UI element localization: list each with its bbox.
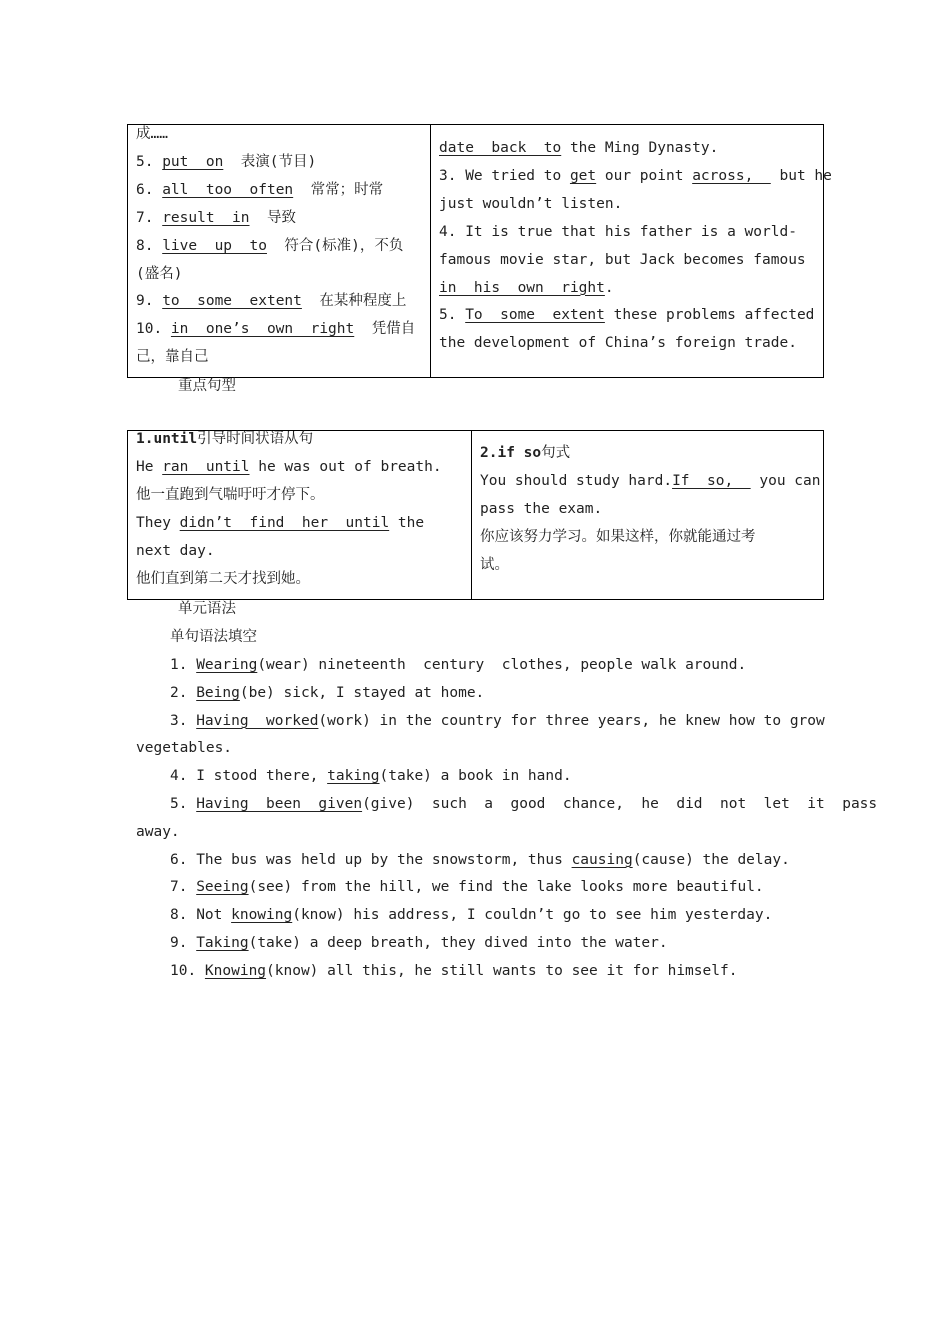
exercise-line [136,818,180,846]
answer-blank: Being [196,684,240,701]
phrase-line [136,260,182,288]
answer-blank: To some extent [465,307,605,324]
answer-blank: causing [571,851,633,868]
pattern-line [480,523,756,551]
text-segment: (盛名) [136,265,183,282]
pattern-line [136,425,313,453]
text-segment: 在某种程度上 [301,293,407,310]
text-segment: 2. [170,684,197,701]
text-segment: 8. [136,237,163,254]
phrase-line [136,120,168,148]
phrase-line [136,287,406,315]
text-segment: 3. [170,712,197,729]
text-segment: 9. [136,293,163,310]
phrase-line [136,176,383,204]
text-segment: 6. The bus was held up by the snowstorm, thus [170,851,572,868]
text-segment: (work) in the country for three years, he knew how to grow [318,712,825,729]
answer-blank: taking [327,768,380,785]
answer-blank: in his own right [439,279,605,296]
text-segment: 句式 [541,445,571,461]
text-segment: 4. It is true that his father is a world- [439,223,797,240]
text-segment: (wear) nineteenth century clothes, people walk around. [257,657,747,673]
exercise-line [136,734,232,762]
text-segment: 你应该努力学习。如果这样，你就能通过考 [480,528,756,545]
text-segment: 他们直到第二天才找到她。 [136,570,310,587]
text-segment: 7. [170,879,197,896]
section-grammar: 单元语法 [178,601,236,617]
text-segment: 7. [136,209,163,226]
pattern-heading: 1.until [136,431,198,447]
answer-blank: all too often [162,181,294,198]
answer-blank: knowing [231,907,293,924]
text-segment: 3. We tried to [439,167,570,184]
example-line [439,329,797,357]
pattern-line [136,565,310,593]
text-segment: vegetables. [136,740,233,757]
answer-blank: in one’s own right [170,321,355,338]
exercise-line [170,901,772,929]
phrase-line [136,315,415,343]
text-segment: 5. [136,153,163,170]
answer-blank: If so, [672,472,751,489]
exercise-line [170,679,484,707]
text-segment: our point [596,167,693,184]
answer-blank: didn’t find her until [179,514,390,531]
text-segment: but he [770,167,832,184]
phrase-line [136,148,316,176]
text-segment: these problems affected [604,307,815,324]
answer-blank: to some extent [162,293,302,310]
text-segment: (see) from the hill, we find the lake looks more beautiful. [248,879,764,896]
text-segment: 8. Not [170,907,232,924]
answer-blank: Wearing [196,657,258,673]
answer-blank: Knowing [204,962,267,979]
text-segment: 试。 [480,556,509,573]
example-line [439,246,806,274]
text-segment: away. [136,823,180,840]
example-line [439,301,814,329]
text-segment: 符合(标准)，不负 [266,237,404,254]
answer-blank: Taking [196,935,249,951]
text-segment: 常常；时常 [293,181,384,198]
text-segment: famous movie star, but Jack becomes famous [439,251,806,268]
pattern-line [136,481,325,509]
answer-blank: Having worked [196,712,319,729]
text-segment: 引导时间状语从句 [197,431,314,447]
answer-blank: Having been given [196,796,363,812]
example-line [439,190,622,218]
answer-blank: ran until [162,458,250,475]
text-segment: 凭借自 [354,321,416,338]
text-segment: (cause) the delay. [632,851,790,868]
phrases-table-divider [430,124,431,378]
phrase-line [136,343,209,371]
example-line [439,218,797,246]
text-segment: 10. [136,321,171,338]
answer-blank: across, [692,167,771,184]
answer-blank: date back to [439,140,562,156]
sentence-patterns-divider [471,430,472,600]
text-segment: the development of China’s foreign trade. [439,335,797,352]
text-segment: 9. [170,935,197,951]
text-segment: (know) all this, he still wants to see it for himself. [266,962,738,979]
text-segment: 5. [170,796,197,812]
exercise-line [170,762,572,790]
section-fill-in: 单句语法填空 [170,629,257,645]
example-line [439,162,832,190]
pattern-line [480,467,820,495]
text-segment: 己，靠自己 [136,349,209,366]
text-segment: 成…… [136,126,168,142]
pattern-line [480,439,570,467]
text-segment: pass the exam. [480,500,603,517]
text-segment: They [136,514,180,531]
text-segment: (take) a book in hand. [379,768,572,785]
phrase-line [136,232,403,260]
exercise-line [170,846,790,874]
pattern-heading: 2.if so [480,445,542,461]
pattern-line [136,537,215,565]
pattern-line [136,453,442,481]
exercise-line [170,707,825,735]
text-segment: just wouldn’t listen. [439,195,623,212]
phrase-line [136,204,296,232]
pattern-line [480,495,602,523]
text-segment: You should study hard. [480,472,673,489]
text-segment: (be) sick, I stayed at home. [239,684,485,701]
text-segment: 6. [136,181,163,198]
text-segment: next day. [136,542,215,559]
text-segment: you can [750,472,821,489]
section-key-sentences: 重点句型 [178,378,236,394]
answer-blank: put on [162,153,224,170]
text-segment: 表演(节目) [223,153,317,170]
text-segment: 10. [170,962,205,979]
pattern-line [480,551,509,579]
text-segment: the Ming Dynasty. [561,140,719,156]
answer-blank: result in [162,209,250,226]
exercise-line [170,651,746,679]
text-segment: He [136,458,163,475]
text-segment: 他一直跑到气喘吁吁才停下。 [136,486,325,503]
text-segment: 1. [170,657,197,673]
text-segment: . [604,279,614,296]
text-segment: (take) a deep breath, they dived into the water. [248,935,668,951]
text-segment: 导致 [249,209,296,226]
exercise-line [170,957,737,985]
exercise-line [170,790,877,818]
answer-blank: get [569,167,597,184]
text-segment: 5. [439,307,466,324]
answer-blank: live up to [162,237,267,254]
text-segment: he was out of breath. [249,458,442,475]
example-line [439,134,718,162]
pattern-line [136,509,424,537]
text-segment: 4. I stood there, [170,768,328,785]
text-segment: (know) his address, I couldn’t go to see him yesterday. [292,907,773,924]
text-segment: (give) such a good chance, he did not let it pass [362,796,878,812]
exercise-line [170,929,668,957]
example-line [439,274,614,302]
text-segment: the [389,514,425,531]
answer-blank: Seeing [196,879,249,896]
exercise-line [170,873,764,901]
